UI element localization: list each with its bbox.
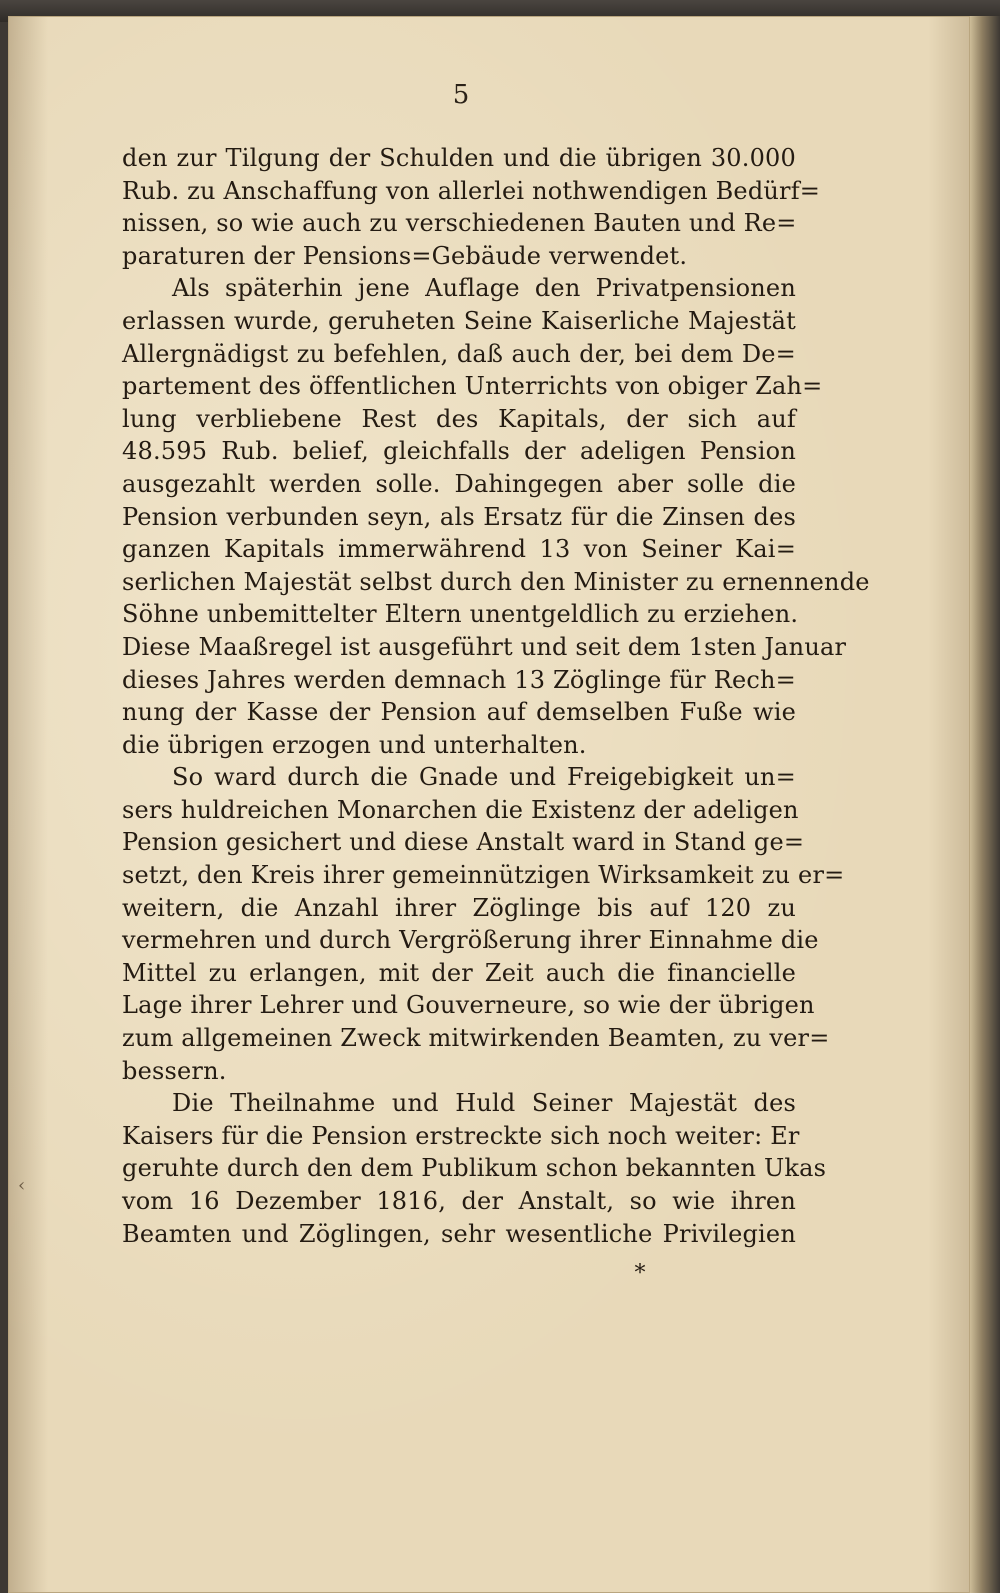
text-line: Söhne unbemittelter Eltern unentgeldlich zu erziehen. [122, 600, 799, 629]
text-line: Pension verbunden seyn, als Ersatz für die Zinsen des [122, 502, 796, 531]
page-number: 5 [452, 80, 470, 110]
text-line: serlichen Majestät selbst durch den Minister zu ernennende [122, 567, 870, 596]
text-line: geruhte durch den dem Publikum schon bekannten Ukas [122, 1154, 827, 1183]
text-line: ausgezahlt werden solle. Dahingegen aber solle die [122, 469, 796, 498]
signature-mark: * [634, 1261, 646, 1286]
text-line: setzt, den Kreis ihrer gemeinnützigen Wirksamkeit zu er= [122, 861, 845, 890]
page-fore-edge [970, 16, 1000, 1593]
text-line: Kaisers für die Pension erstreckte sich noch weiter: Er [122, 1121, 800, 1150]
text-line: Die Theilnahme und Huld Seiner Majestät des [172, 1089, 796, 1118]
text-line: die übrigen erzogen und unterhalten. [122, 730, 587, 759]
text-line: vermehren und durch Vergrößerung ihrer Einnahme die [122, 926, 819, 955]
text-line: erlassen wurde, geruheten Seine Kaiserliche Majestät [122, 306, 796, 335]
text-line: nung der Kasse der Pension auf demselben Fuße wie [122, 698, 796, 727]
text-line: vom 16 Dezember 1816, der Anstalt, so wie ihren [122, 1187, 796, 1215]
text-line: zum allgemeinen Zweck mitwirkenden Beamten, zu ver= [122, 1024, 830, 1053]
text-line: Pension gesichert und diese Anstalt ward in Stand ge= [122, 828, 805, 857]
text-line: nissen, so wie auch zu verschiedenen Bauten und Re= [122, 209, 797, 238]
text-line: bessern. [122, 1056, 227, 1085]
text-line: Allergnädigst zu befehlen, daß auch der, bei dem De= [122, 339, 796, 368]
text-line: Diese Maaßregel ist ausgeführt und seit dem 1sten Januar [122, 632, 847, 661]
text-line: partement des öffentlichen Unterrichts von obiger Zah= [122, 372, 823, 401]
margin-mark: ‹ [18, 1175, 26, 1196]
text-line: den zur Tilgung der Schulden und die übrigen 30.000 [122, 144, 796, 172]
text-line: 48.595 Rub. belief, gleichfalls der adeligen Pension [122, 437, 796, 466]
text-line: paraturen der Pensions=Gebäude verwendet. [122, 241, 688, 270]
text-line: ganzen Kapitals immerwährend 13 von Seiner Kai= [122, 535, 796, 564]
text-line: So ward durch die Gnade und Freigebigkeit un= [172, 763, 796, 792]
text-line: sers huldreichen Monarchen die Existenz der adeligen [122, 795, 799, 824]
text-line: Beamten und Zöglingen, sehr wesentliche Privilegien [122, 1219, 796, 1248]
body-text [122, 142, 870, 1250]
text-line: Mittel zu erlangen, mit der Zeit auch die financielle [122, 958, 796, 987]
text-line: lung verbliebene Rest des Kapitals, der sich auf [122, 404, 796, 433]
text-line: Lage ihrer Lehrer und Gouverneure, so wie der übrigen [122, 991, 815, 1020]
text-line: Als späterhin jene Auflage den Privatpensionen [172, 274, 796, 303]
text-line: Rub. zu Anschaffung von allerlei nothwendigen Bedürf= [122, 176, 821, 205]
text-line: dieses Jahres werden demnach 13 Zöglinge für Rech= [122, 665, 796, 694]
text-line: weitern, die Anzahl ihrer Zöglinge bis auf 120 zu [122, 893, 796, 922]
